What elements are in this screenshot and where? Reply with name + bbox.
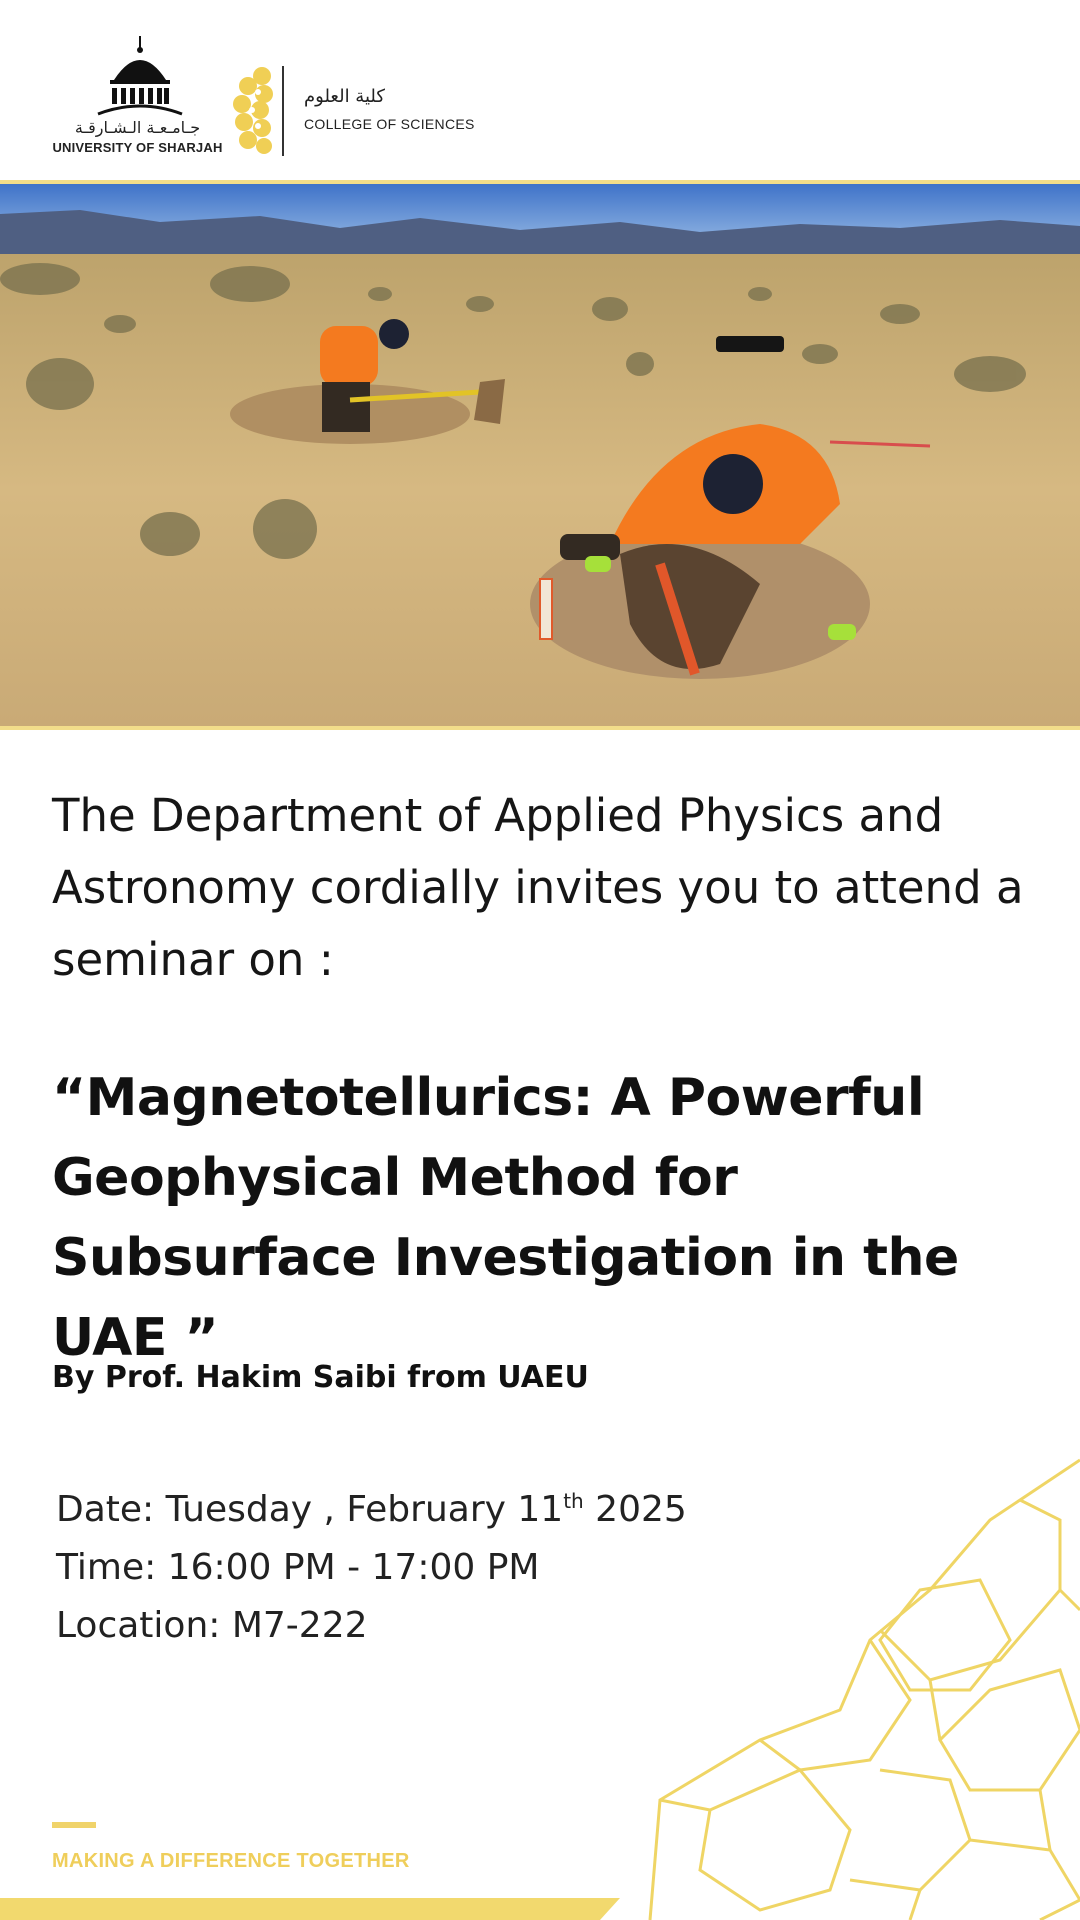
date-text: Date: Tuesday , February 11: [56, 1489, 564, 1530]
university-of-sharjah-logo: [50, 36, 225, 160]
event-location: Location: M7-222: [56, 1605, 368, 1646]
dome-icon: [94, 36, 186, 116]
footer-tagline: MAKING A DIFFERENCE TOGETHER: [52, 1850, 410, 1872]
desert-fieldwork-photo: [0, 184, 1080, 726]
college-name-english: COLLEGE OF SCIENCES: [304, 116, 475, 132]
intro-text: The Department of Applied Physics and Astronomy cordially invites you to attend a seminar on :: [52, 789, 1024, 986]
university-name-english: UNIVERSITY OF SHARJAH: [52, 140, 223, 155]
event-details: [56, 1472, 687, 1655]
bottom-accent-band: [0, 1898, 1080, 1920]
speaker-line: By Prof. Hakim Saibi from UAEU: [52, 1360, 589, 1395]
hero-photo: [0, 180, 1080, 730]
header: [0, 0, 1080, 180]
college-emblem-icon: [228, 62, 278, 156]
logo-divider: [282, 66, 284, 156]
college-name-arabic: كلية العلوم: [304, 86, 385, 107]
event-date: [56, 1472, 687, 1539]
event-time: Time: 16:00 PM - 17:00 PM: [56, 1547, 540, 1588]
tagline-accent-bar: [52, 1822, 96, 1828]
decorative-geometric-pattern: [620, 1450, 1080, 1920]
date-ordinal: th: [563, 1489, 584, 1513]
seminar-title: “Magnetotellurics: A Powerful Geophysical Method for Subsurface Investigation in the UAE ”: [52, 1068, 959, 1368]
university-name-arabic: جـامـعـة الـشـارقـة: [74, 118, 201, 137]
date-year: 2025: [583, 1489, 687, 1530]
